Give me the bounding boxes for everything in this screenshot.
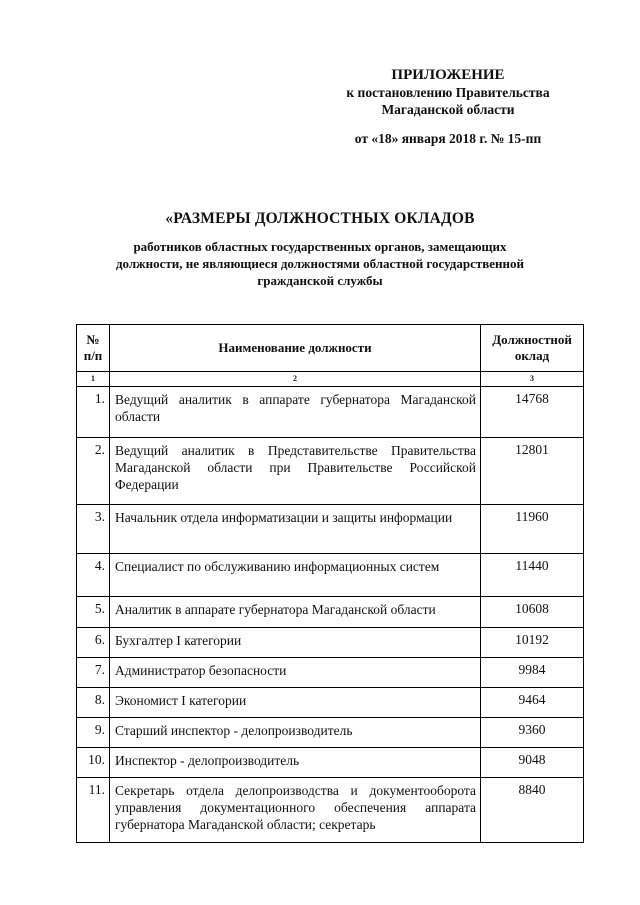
row-position: Бухгалтер I категории: [110, 628, 481, 658]
row-number: 2.: [77, 438, 110, 505]
appendix-block: [318, 66, 578, 147]
row-number: 4.: [77, 554, 110, 597]
header-position: Наименование должности: [110, 325, 481, 372]
row-position: Аналитик в аппарате губернатора Магаданской области: [110, 597, 481, 628]
document-subtitle: [60, 238, 580, 289]
row-salary: 10608: [481, 597, 584, 628]
appendix-title: ПРИЛОЖЕНИЕ: [391, 67, 505, 83]
table-row: [77, 778, 584, 843]
index-cell: 1: [77, 372, 110, 387]
table-row: [77, 688, 584, 718]
table-row: [77, 748, 584, 778]
row-number: 8.: [77, 688, 110, 718]
row-salary: 14768: [481, 387, 584, 438]
row-position: Экономист I категории: [110, 688, 481, 718]
header-salary: Должностной оклад: [481, 325, 584, 372]
row-salary: 9464: [481, 688, 584, 718]
row-number: 6.: [77, 628, 110, 658]
table-row: [77, 718, 584, 748]
row-salary: 10192: [481, 628, 584, 658]
table-row: [77, 505, 584, 554]
subtitle-line-2: должности, не являющиеся должностями областной государственной: [115, 256, 525, 271]
row-number: 9.: [77, 718, 110, 748]
subtitle-line-1: работников областных государственных органов, замещающих: [133, 239, 507, 254]
row-position: Ведущий аналитик в Представительстве Правительства Магаданской области при Правительстве Российской Федерации: [110, 438, 481, 505]
header-number: № п/п: [77, 325, 110, 372]
table-row: [77, 658, 584, 688]
row-salary: 11440: [481, 554, 584, 597]
appendix-line-2: Магаданской области: [381, 102, 515, 117]
table-row: [77, 387, 584, 438]
row-number: 7.: [77, 658, 110, 688]
row-position: Администратор безопасности: [110, 658, 481, 688]
row-salary: 9360: [481, 718, 584, 748]
row-number: 1.: [77, 387, 110, 438]
row-number: 3.: [77, 505, 110, 554]
row-position: Секретарь отдела делопроизводства и документооборота управления документационного обеспечения аппарата губернатора Магаданской области; секретарь: [110, 778, 481, 843]
row-position: Ведущий аналитик в аппарате губернатора Магаданской области: [110, 387, 481, 438]
table-row: [77, 438, 584, 505]
row-salary: 9048: [481, 748, 584, 778]
appendix-date: от «18» января 2018 г. № 15-пп: [354, 131, 542, 146]
index-cell: 3: [481, 372, 584, 387]
row-position: Инспектор - делопроизводитель: [110, 748, 481, 778]
row-salary: 9984: [481, 658, 584, 688]
salary-table: [76, 324, 584, 843]
row-number: 11.: [77, 778, 110, 843]
row-salary: 11960: [481, 505, 584, 554]
row-position: Старший инспектор - делопроизводитель: [110, 718, 481, 748]
subtitle-line-3: гражданской службы: [257, 273, 383, 288]
index-cell: 2: [110, 372, 481, 387]
table-header-row: [77, 325, 584, 372]
row-salary: 12801: [481, 438, 584, 505]
row-number: 5.: [77, 597, 110, 628]
row-position: Специалист по обслуживанию информационных систем: [110, 554, 481, 597]
table-row: [77, 628, 584, 658]
table-index-row: [77, 372, 584, 387]
row-salary: 8840: [481, 778, 584, 843]
document-title: «РАЗМЕРЫ ДОЛЖНОСТНЫХ ОКЛАДОВ: [165, 210, 475, 227]
row-number: 10.: [77, 748, 110, 778]
table-row: [77, 597, 584, 628]
table-row: [77, 554, 584, 597]
row-position: Начальник отдела информатизации и защиты информации: [110, 505, 481, 554]
appendix-line-1: к постановлению Правительства: [346, 85, 550, 100]
